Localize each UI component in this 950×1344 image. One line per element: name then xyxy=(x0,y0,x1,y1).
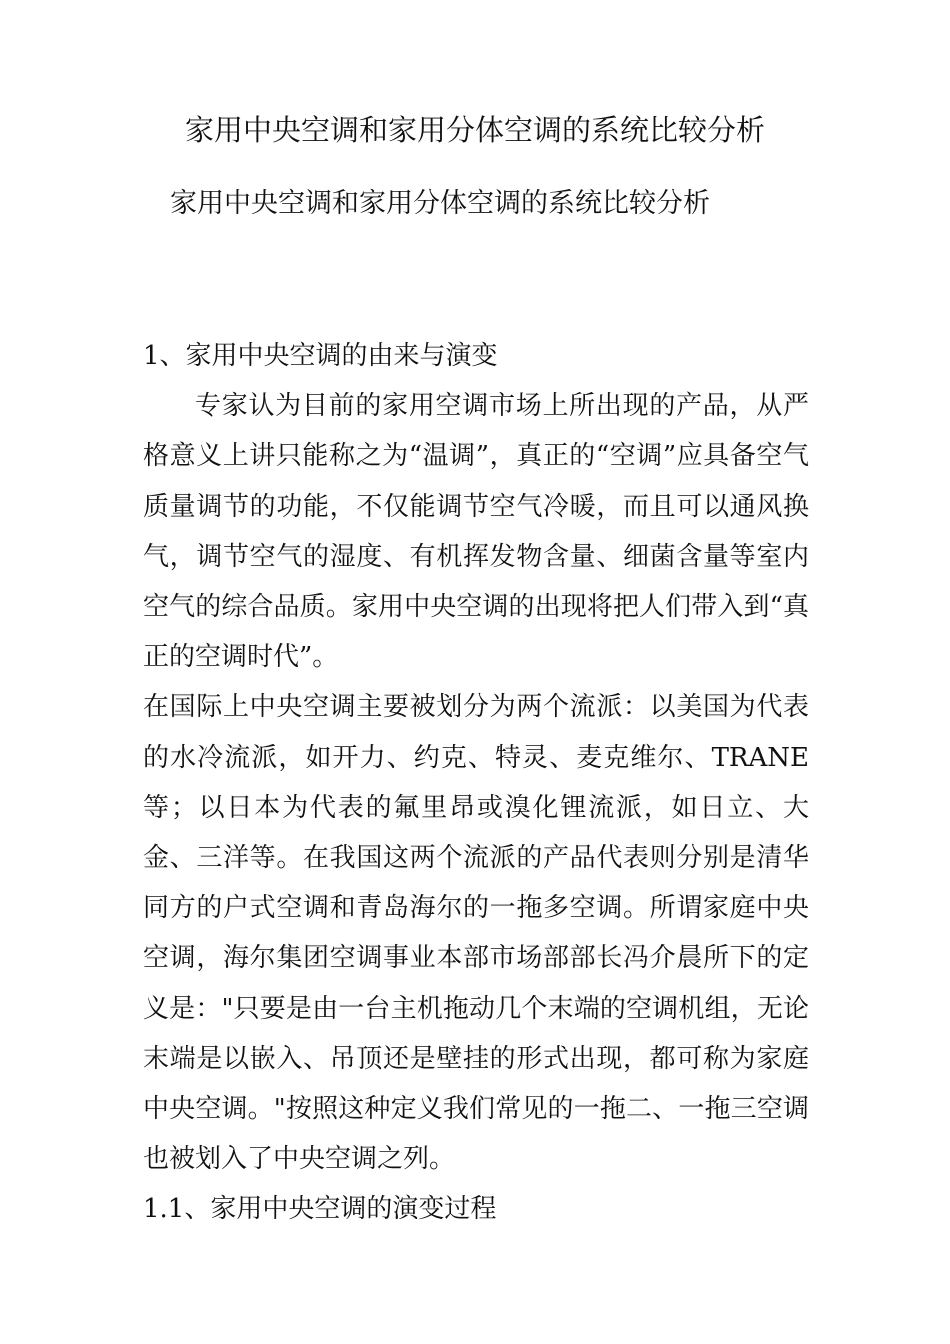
document-body xyxy=(143,331,809,1235)
section-heading: 1.1、家用中央空调的演变过程 xyxy=(143,1194,497,1225)
document-title: 家用中央空调和家用分体空调的系统比较分析 xyxy=(184,113,765,147)
body-paragraph: 专家认为目前的家用空调市场上所出现的产品，从严格意义上讲只能称之为“温调”，真正的“空调”应具备空气质量调节的功能，不仅能调节空气冷暖，而且可以通风换气，调节空气的湿度、有机挥发物含量、细菌含量等室内空气的综合品质。家用中央空调的出现将把人们带入到“真正的空调时代”。 xyxy=(143,391,809,673)
body-paragraph: 在国际上中央空调主要被划分为两个流派：以美国为代表的水冷流派，如开力、约克、特灵、麦克维尔、TRANE等；以日本为代表的氟里昂或溴化锂流派，如日立、大金、三洋等。在我国这两个流派的产品代表则分别是清华同方的户式空调和青岛海尔的一拖多空调。所谓家庭中央空调，海尔集团空调事业本部市场部部长冯介晨所下的定义是："只要是由一台主机拖动几个末端的空调机组，无论末端是以嵌入、吊顶还是壁挂的形式出现，都可称为家庭中央空调。"按照这种定义我们常见的一拖二、一拖三空调也被划入了中央空调之列。 xyxy=(143,692,809,1175)
document-subtitle: 家用中央空调和家用分体空调的系统比较分析 xyxy=(170,188,710,219)
section-heading: 1、家用中央空调的由来与演变 xyxy=(143,341,498,371)
